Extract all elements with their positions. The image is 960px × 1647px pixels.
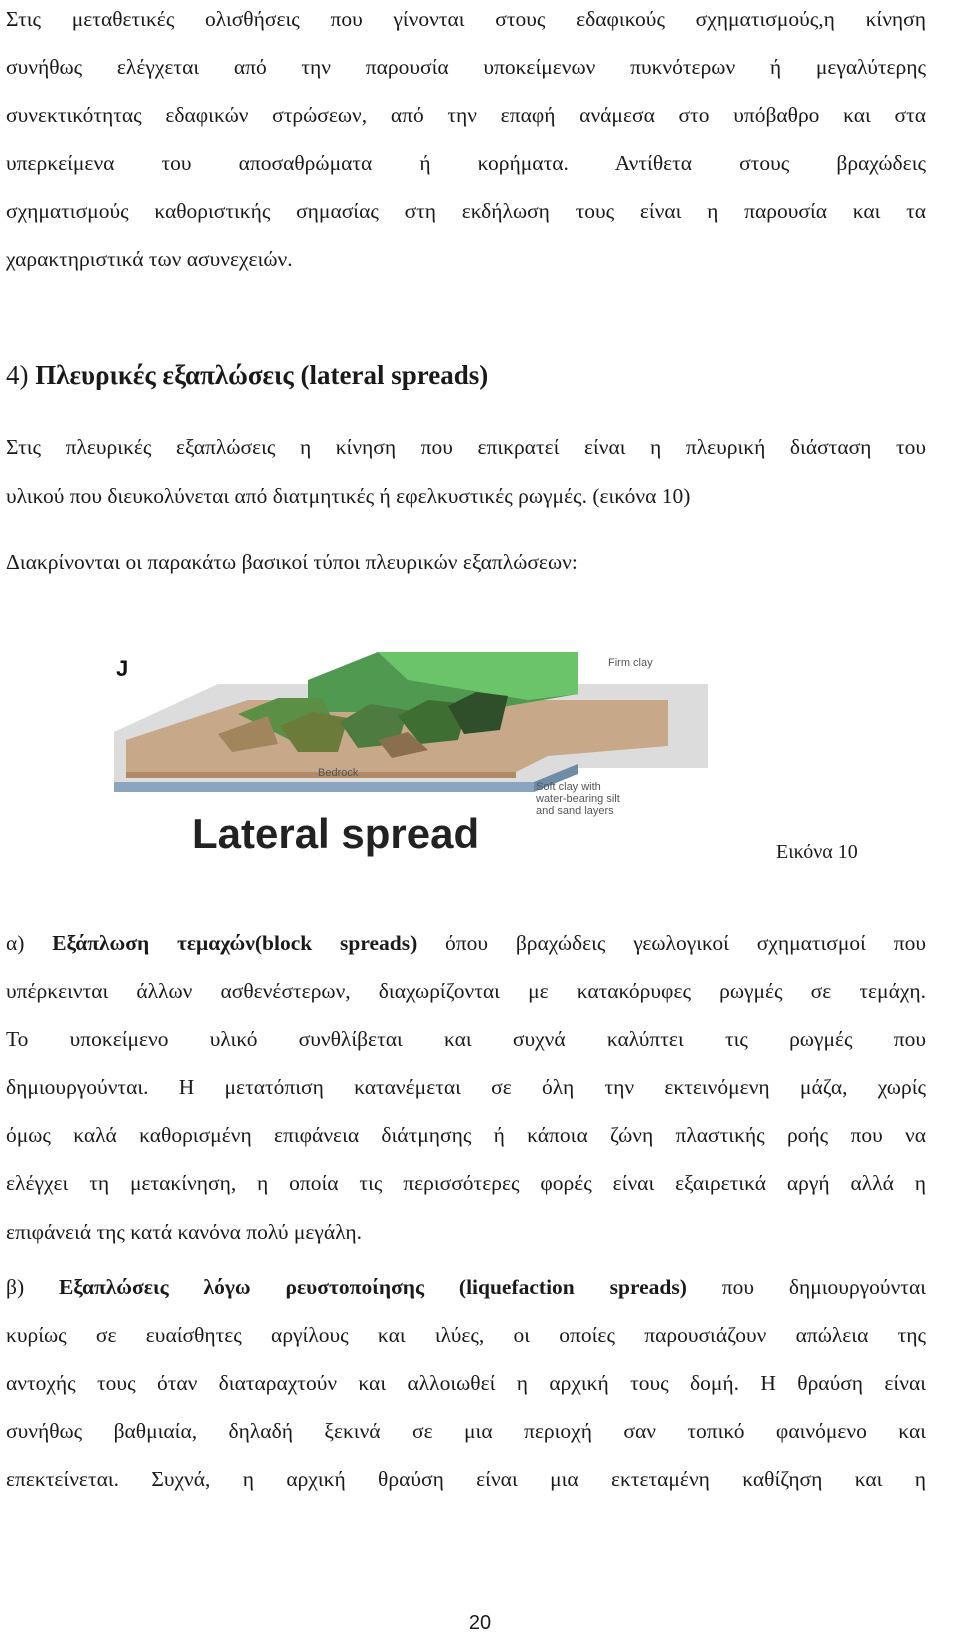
figure-label-firm-clay: Firm clay	[608, 657, 653, 669]
para-a-line-4: δημιουργούνται. Η μετατόπιση κατανέμεται σε όλη την εκτεινόμενη μάζα, χωρίς	[6, 1075, 926, 1099]
section-line-3: Διακρίνονται οι παρακάτω βασικοί τύποι πλευρικών εξαπλώσεων:	[6, 550, 578, 574]
para-a-line-2: υπέρκεινται άλλων ασθενέστερων, διαχωρίζονται με κατακόρυφες ρωγμές σε τεμάχη.	[6, 979, 926, 1003]
para-a-bold-term: Εξάπλωση τεμαχών(block spreads)	[52, 931, 418, 955]
intro-line-2: συνήθως ελέγχεται από την παρουσία υποκείμενων πυκνότερων ή μεγαλύτερης	[6, 55, 926, 79]
intro-line-6: χαρακτηριστικά των ασυνεχειών.	[6, 247, 293, 271]
bedrock-edge	[114, 782, 534, 792]
figure-panel-letter: J	[116, 656, 129, 681]
para-b-prefix: β)	[6, 1275, 59, 1299]
lateral-spread-figure	[108, 640, 708, 876]
para-a-first-rest: όπου βραχώδεις γεωλογικοί σχηματισμοί που	[417, 931, 926, 955]
section-title: Πλευρικές εξαπλώσεις (lateral spreads)	[35, 360, 489, 390]
para-b-line-5: επεκτείνεται. Συχνά, η αρχική θραύση είναι μια εκτεταμένη καθίζηση και η	[6, 1467, 926, 1491]
intro-line-3: συνεκτικότητας εδαφικών στρώσεων, από την επαφή ανάμεσα στο υπόβαθρο και στα	[6, 103, 926, 127]
section-heading	[6, 358, 488, 392]
para-a-prefix: α)	[6, 931, 53, 955]
para-a-line-5: όμως καλά καθορισμένη επιφάνεια διάτμησης ή κάποια ζώνη πλαστικής ροής που να	[6, 1123, 926, 1147]
figure-label-bedrock: Bedrock	[318, 767, 359, 779]
intro-line-5: σχηματισμούς καθοριστικής σημασίας στη εκδήλωση τους είναι η παρουσία και τα	[6, 199, 926, 223]
para-b-bold-term: Εξαπλώσεις λόγω ρευστοποίησης (liquefaction spreads)	[58, 1275, 687, 1299]
section-line-1: Στις πλευρικές εξαπλώσεις η κίνηση που επικρατεί είναι η πλευρική διάσταση του	[6, 435, 926, 459]
para-a-line-1	[6, 928, 926, 958]
section-number: 4)	[6, 360, 29, 390]
para-b-line-3: αντοχής τους όταν διαταραχτούν και αλλοιωθεί η αρχική τους δομή. Η θραύση είναι	[6, 1371, 926, 1395]
section-line-2: υλικού που διευκολύνεται από διατμητικές ή εφελκυστικές ρωγμές. (εικόνα 10)	[6, 484, 691, 508]
para-a-line-7: επιφάνειά της κατά κανόνα πολύ μεγάλη.	[6, 1220, 363, 1244]
para-b-line-2: κυρίως σε ευαίσθητες αργίλους και ιλύες, οι οποίες παρουσιάζουν απώλεια της	[6, 1323, 926, 1347]
para-b-first-rest: που δημιουργούνται	[686, 1275, 926, 1299]
figure-caption: Εικόνα 10	[776, 841, 858, 863]
figure-label-soft-clay: Soft clay with water-bearing silt and sand layers	[536, 781, 620, 817]
intro-line-4: υπερκείμενα του αποσαθρώματα ή κορήματα. Αντίθετα στους βραχώδεις	[6, 151, 926, 175]
intro-line-1: Στις μεταθετικές ολισθήσεις που γίνονται στους εδαφικούς σχηματισμούς,η κίνηση	[6, 7, 926, 31]
para-b-line-4: συνήθως βαθμιαία, δηλαδή ξεκινά σε μια περιοχή σαν τοπικό φαινόμενο και	[6, 1419, 926, 1443]
para-a-line-3: Το υποκείμενο υλικό συνθλίβεται και συχνά καλύπτει τις ρωγμές που	[6, 1027, 926, 1051]
page-number: 20	[468, 1612, 492, 1634]
para-a-line-6: ελέγχει τη μετακίνηση, η οποία τις περισσότερες φορές είναι εξαιρετικά αργή αλλά η	[6, 1171, 926, 1195]
figure-title: Lateral spread	[192, 810, 480, 857]
para-b-line-1	[6, 1272, 926, 1302]
